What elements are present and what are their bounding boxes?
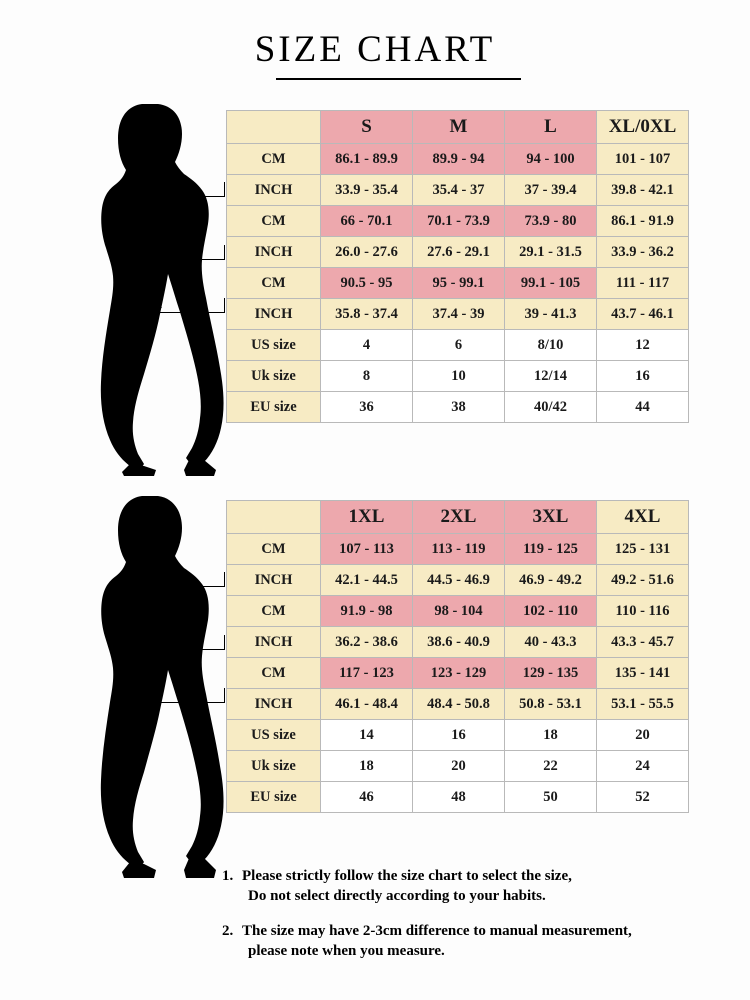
waist-leader-bottom [118, 649, 225, 650]
notes-section [222, 866, 737, 975]
cell: 94 - 100 [505, 144, 597, 175]
bust-leader-bottom [120, 586, 225, 587]
cell: 73.9 - 80 [505, 206, 597, 237]
cell: 18 [505, 720, 597, 751]
cell: 38.6 - 40.9 [413, 627, 505, 658]
cell: 48.4 - 50.8 [413, 689, 505, 720]
note-number: 2. [222, 922, 234, 939]
cell: 40 - 43.3 [505, 627, 597, 658]
waist-leader-top [118, 259, 225, 260]
cell: 33.9 - 36.2 [597, 237, 689, 268]
cell: 46.1 - 48.4 [321, 689, 413, 720]
cell: 6 [413, 330, 505, 361]
cell: 10 [413, 361, 505, 392]
table-row [227, 392, 689, 423]
waist-fit-label-top: Waist fit [118, 243, 168, 258]
table-row [227, 689, 689, 720]
note-number: 1. [222, 868, 234, 884]
cell: 43.7 - 46.1 [597, 299, 689, 330]
row-label: INCH [227, 175, 321, 206]
cell: 36.2 - 38.6 [321, 627, 413, 658]
row-label: CM [227, 596, 321, 627]
table-row [227, 175, 689, 206]
note-item [222, 921, 737, 962]
cell: 91.9 - 98 [321, 596, 413, 627]
hip-fit-label-bottom: Hip fit [124, 686, 162, 701]
cell: 111 - 117 [597, 268, 689, 299]
cell: 113 - 119 [413, 534, 505, 565]
row-label: Uk size [227, 361, 321, 392]
cell: 46 [321, 782, 413, 813]
cell: 101 - 107 [597, 144, 689, 175]
row-label: CM [227, 144, 321, 175]
waist-leader-tick-bottom [224, 635, 225, 649]
cell: 24 [597, 751, 689, 782]
table-row [227, 596, 689, 627]
cell: 44.5 - 46.9 [413, 565, 505, 596]
cell: 44 [597, 392, 689, 423]
cell: 39 - 41.3 [505, 299, 597, 330]
cell: 39.8 - 42.1 [597, 175, 689, 206]
cell: 18 [321, 751, 413, 782]
note-line-2: please note when you measure. [248, 942, 445, 959]
size-table-plus [226, 500, 689, 813]
row-label: EU size [227, 392, 321, 423]
table1-header-3: L [505, 111, 597, 144]
table2-header-1: 1XL [321, 501, 413, 534]
cell: 14 [321, 720, 413, 751]
cell: 86.1 - 91.9 [597, 206, 689, 237]
cell: 123 - 129 [413, 658, 505, 689]
silhouette-icon [82, 488, 232, 878]
cell: 52 [597, 782, 689, 813]
cell: 89.9 - 94 [413, 144, 505, 175]
note-text [242, 866, 737, 907]
table2-header-4: 4XL [597, 501, 689, 534]
table1-header-0 [227, 111, 321, 144]
cell: 95 - 99.1 [413, 268, 505, 299]
row-label: CM [227, 206, 321, 237]
table-row [227, 720, 689, 751]
female-silhouette-bottom [82, 488, 232, 878]
cell: 42.1 - 44.5 [321, 565, 413, 596]
cell: 26.0 - 27.6 [321, 237, 413, 268]
cell: 29.1 - 31.5 [505, 237, 597, 268]
table-header-row [227, 111, 689, 144]
cell: 35.8 - 37.4 [321, 299, 413, 330]
cell: 49.2 - 51.6 [597, 565, 689, 596]
table-row [227, 658, 689, 689]
cell: 37.4 - 39 [413, 299, 505, 330]
cell: 36 [321, 392, 413, 423]
table1-header-2: M [413, 111, 505, 144]
cell: 33.9 - 35.4 [321, 175, 413, 206]
bust-leader-top [120, 196, 225, 197]
table-row [227, 268, 689, 299]
table-row [227, 751, 689, 782]
cell: 102 - 110 [505, 596, 597, 627]
cell: 50.8 - 53.1 [505, 689, 597, 720]
page-title: SIZE CHART [254, 29, 496, 70]
row-label: US size [227, 330, 321, 361]
table-row [227, 330, 689, 361]
row-label: INCH [227, 565, 321, 596]
cell: 20 [597, 720, 689, 751]
table1-header-1: S [321, 111, 413, 144]
cell: 16 [597, 361, 689, 392]
cell: 86.1 - 89.9 [321, 144, 413, 175]
table-row [227, 782, 689, 813]
female-silhouette-top [82, 96, 232, 476]
row-label: CM [227, 268, 321, 299]
note-line-1: The size may have 2-3cm difference to manual measurement, [242, 922, 632, 939]
note-item [222, 866, 737, 907]
row-label: INCH [227, 627, 321, 658]
cell: 129 - 135 [505, 658, 597, 689]
table-row [227, 627, 689, 658]
row-label: INCH [227, 237, 321, 268]
table-row [227, 534, 689, 565]
table2-header-0 [227, 501, 321, 534]
hip-leader-tick-top [224, 298, 225, 312]
table-row [227, 565, 689, 596]
title-underline [276, 78, 521, 80]
table-row [227, 144, 689, 175]
cell: 50 [505, 782, 597, 813]
cell: 46.9 - 49.2 [505, 565, 597, 596]
row-label: INCH [227, 299, 321, 330]
table2-header-3: 3XL [505, 501, 597, 534]
size-table-standard [226, 110, 689, 423]
waist-leader-tick-top [224, 245, 225, 259]
cell: 22 [505, 751, 597, 782]
cell: 110 - 116 [597, 596, 689, 627]
row-label: INCH [227, 689, 321, 720]
cell: 125 - 131 [597, 534, 689, 565]
note-line-1: Please strictly follow the size chart to select the size, [242, 868, 572, 884]
cell: 99.1 - 105 [505, 268, 597, 299]
table2-header-2: 2XL [413, 501, 505, 534]
cell: 43.3 - 45.7 [597, 627, 689, 658]
cell: 135 - 141 [597, 658, 689, 689]
cell: 12/14 [505, 361, 597, 392]
hip-leader-top [124, 312, 225, 313]
table-row [227, 206, 689, 237]
row-label: Uk size [227, 751, 321, 782]
row-label: CM [227, 534, 321, 565]
cell: 12 [597, 330, 689, 361]
row-label: EU size [227, 782, 321, 813]
bust-leader-tick-top [224, 182, 225, 196]
cell: 16 [413, 720, 505, 751]
cell: 38 [413, 392, 505, 423]
note-text [242, 921, 737, 962]
cell: 8/10 [505, 330, 597, 361]
table-row [227, 299, 689, 330]
row-label: CM [227, 658, 321, 689]
table1-header-4: XL/0XL [597, 111, 689, 144]
hip-leader-tick-bottom [224, 688, 225, 702]
row-label: US size [227, 720, 321, 751]
table-row [227, 237, 689, 268]
cell: 8 [321, 361, 413, 392]
cell: 107 - 113 [321, 534, 413, 565]
cell: 35.4 - 37 [413, 175, 505, 206]
table-header-row [227, 501, 689, 534]
cell: 70.1 - 73.9 [413, 206, 505, 237]
cell: 20 [413, 751, 505, 782]
table-row [227, 361, 689, 392]
silhouette-icon [82, 96, 232, 476]
cell: 66 - 70.1 [321, 206, 413, 237]
bust-fit-label-top: Bust fit [120, 180, 163, 195]
hip-fit-label-top: Hip fit [124, 296, 162, 311]
cell: 119 - 125 [505, 534, 597, 565]
cell: 90.5 - 95 [321, 268, 413, 299]
cell: 27.6 - 29.1 [413, 237, 505, 268]
cell: 48 [413, 782, 505, 813]
waist-fit-label-bottom: Waist fit [118, 633, 168, 648]
bust-leader-tick-bottom [224, 572, 225, 586]
cell: 37 - 39.4 [505, 175, 597, 206]
cell: 117 - 123 [321, 658, 413, 689]
cell: 98 - 104 [413, 596, 505, 627]
cell: 4 [321, 330, 413, 361]
cell: 53.1 - 55.5 [597, 689, 689, 720]
hip-leader-bottom [124, 702, 225, 703]
note-line-2: Do not select directly according to your habits. [248, 888, 546, 905]
bust-fit-label-bottom: Bust fit [120, 570, 163, 585]
cell: 40/42 [505, 392, 597, 423]
